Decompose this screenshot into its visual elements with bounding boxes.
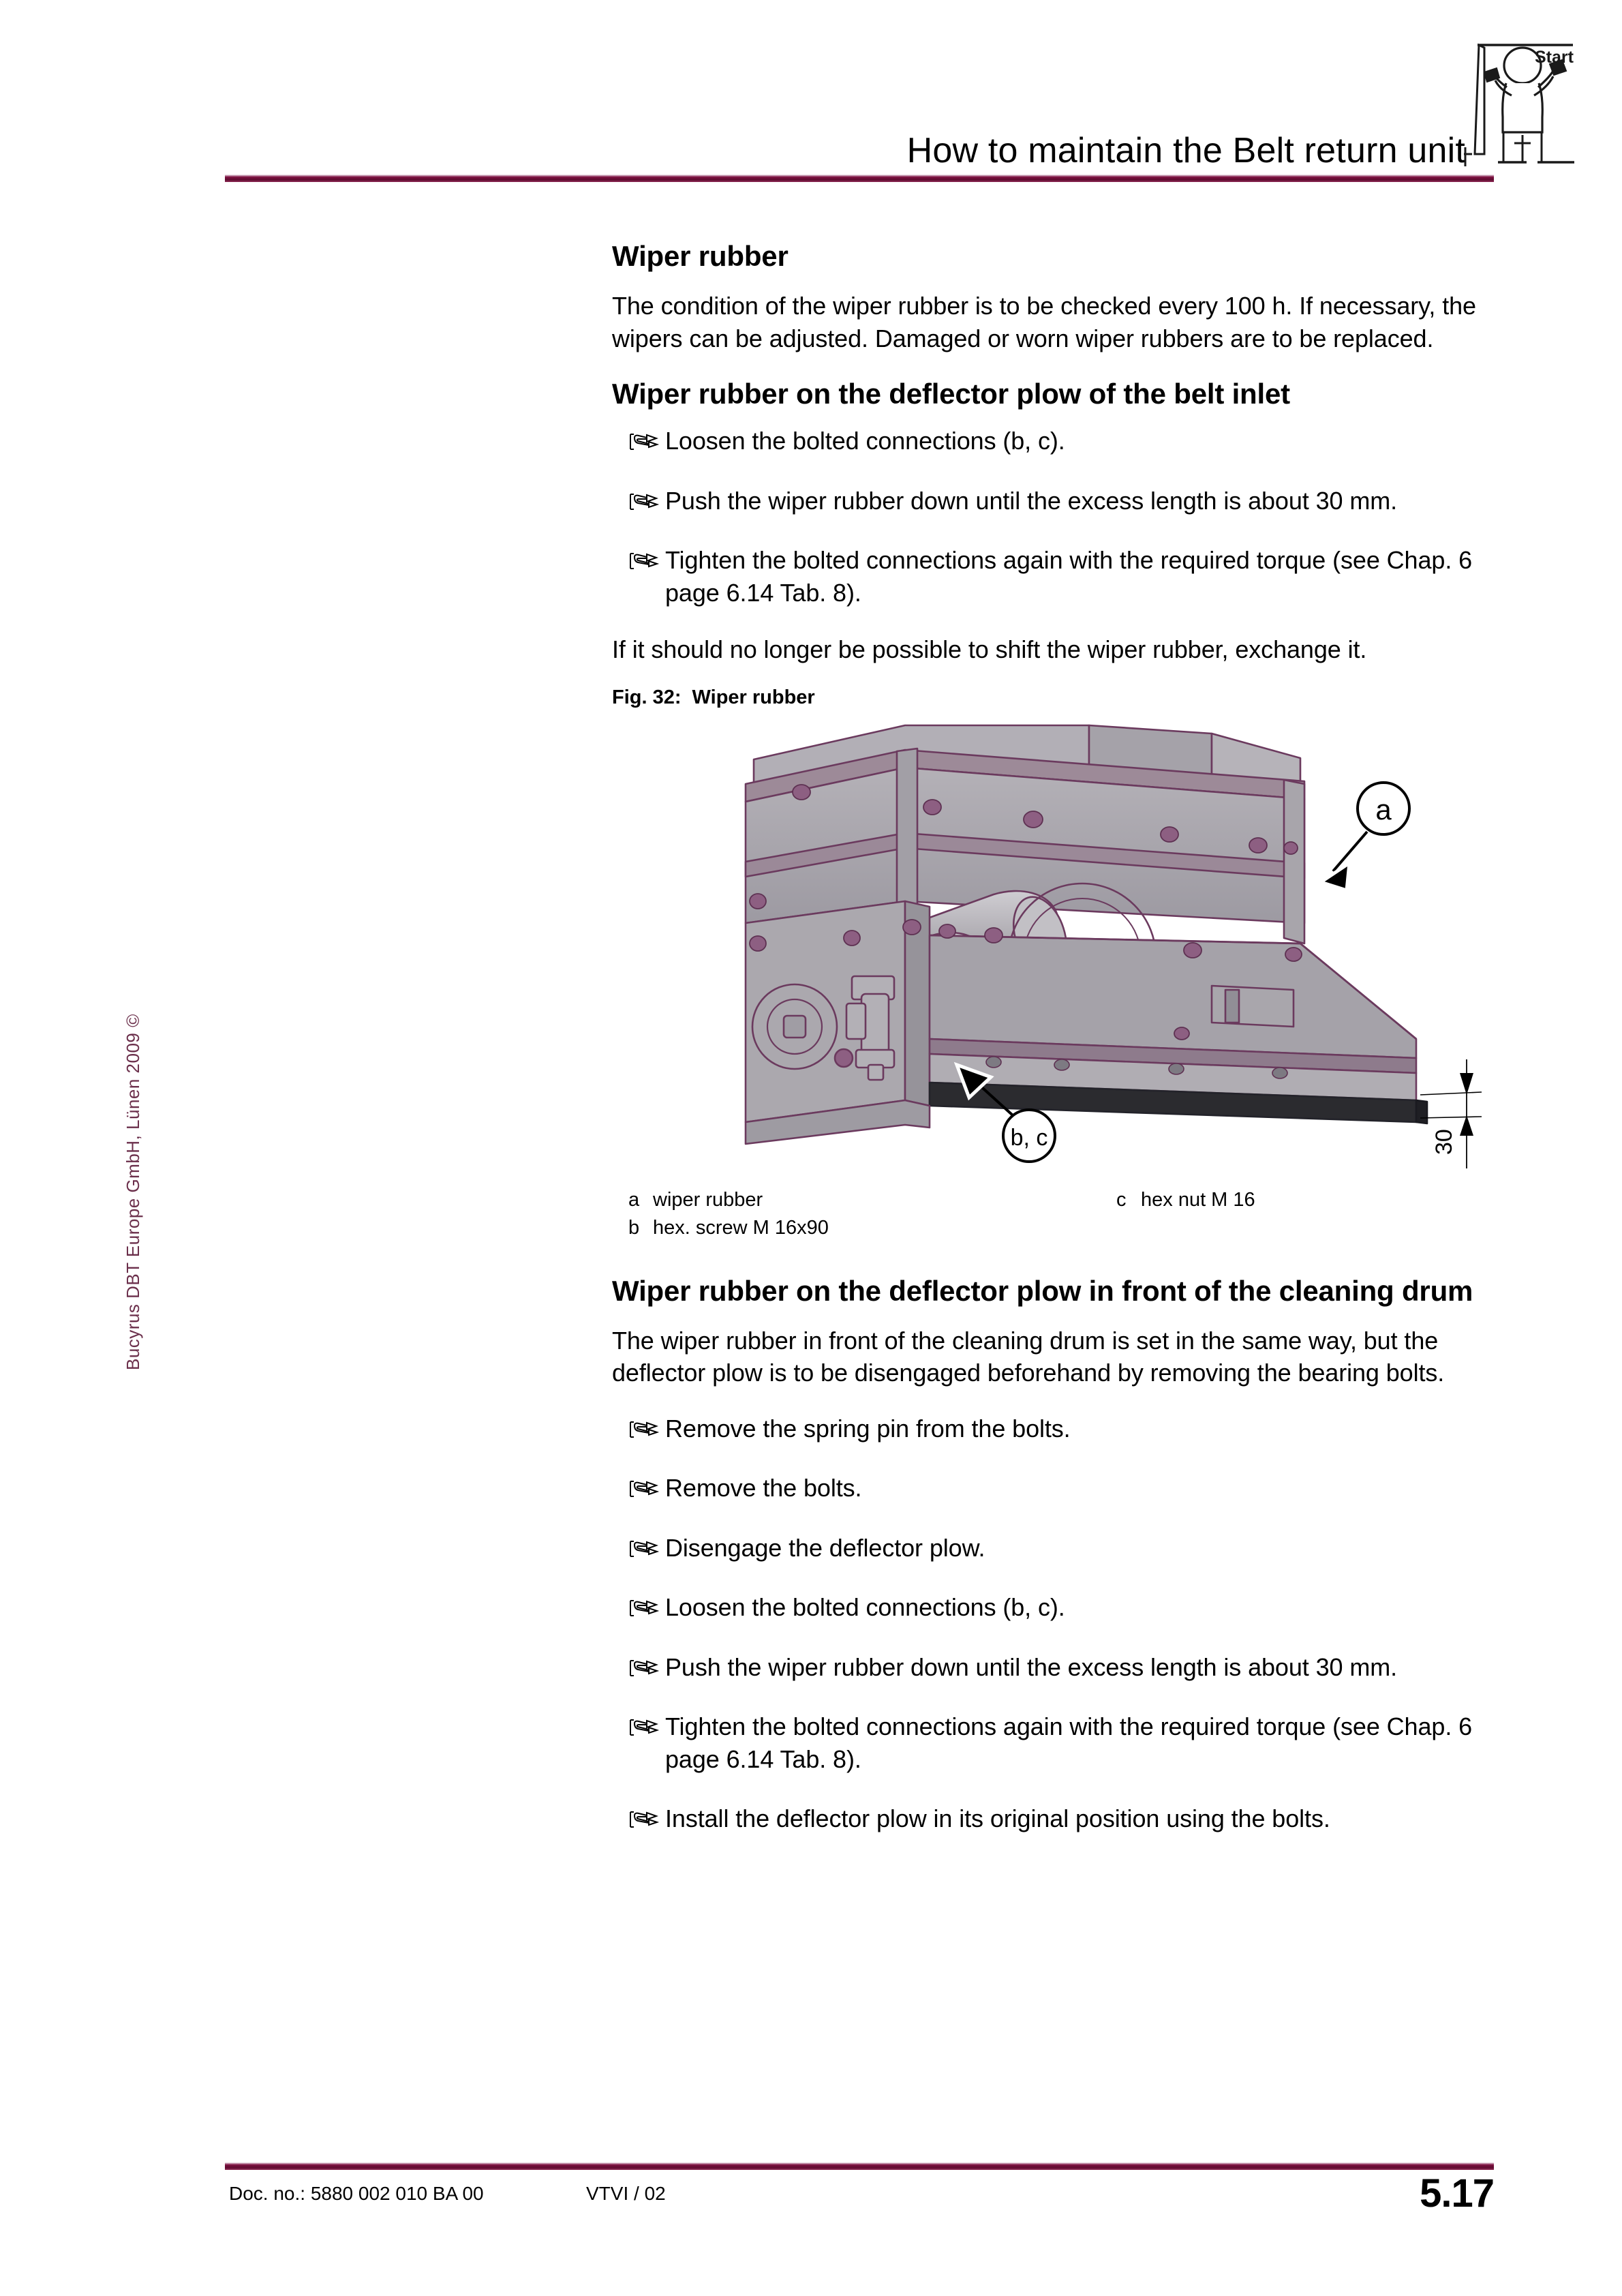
side-copyright: [123, 948, 184, 1370]
legend-text: hex nut M 16: [1141, 1188, 1255, 1211]
step-text: Push the wiper rubber down until the excess length is about 30 mm.: [665, 1652, 1397, 1681]
paragraph-exchange-note: If it should no longer be possible to shift the wiper rubber, exchange it.: [612, 635, 1367, 664]
figure-legend-right: [1116, 1186, 1457, 1214]
legend-text: hex. screw M 16x90: [653, 1216, 829, 1239]
pointing-hand-icon: [628, 430, 661, 453]
pointing-hand-icon: [628, 1808, 661, 1831]
side-copyright-text: Bucyrus DBT Europe GmbH, Lünen 2009 ©: [123, 1014, 143, 1370]
step-text: Tighten the bolted connections again with the required torque (see Chap. 6 page 6.14 Tab. 8).: [665, 1712, 1473, 1773]
main-content: [612, 240, 1498, 1847]
step-text: Remove the spring pin from the bolts.: [665, 1414, 1071, 1442]
step-text: Loosen the bolted connections (b, c).: [665, 1593, 1065, 1622]
step-text: Disengage the deflector plow.: [665, 1533, 985, 1562]
steps-belt-inlet: [612, 425, 1498, 609]
legend-text: wiper rubber: [653, 1188, 763, 1211]
heading-deflector-plow-cleaning-drum: Wiper rubber on the deflector plow in front of the cleaning drum: [612, 1274, 1473, 1307]
pointing-hand-icon: [628, 549, 661, 573]
figure-legend: [612, 1186, 1498, 1245]
step-item: [612, 1651, 1498, 1684]
legend-item: [628, 1186, 1065, 1214]
page-header: [225, 119, 1493, 181]
figure-dimension-label: 30: [1431, 1128, 1457, 1155]
paragraph-cleaning-drum-intro: The wiper rubber in front of the cleaning drum is set in the same way, but the deflector plow is to be disengaged beforehand by removing the bearing bolts.: [612, 1326, 1445, 1387]
pointing-hand-icon: [628, 1477, 661, 1500]
step-item: [612, 1710, 1498, 1775]
step-item: [612, 1472, 1498, 1505]
footer-rule: [225, 2162, 1494, 2170]
pointing-hand-icon: [628, 1418, 661, 1441]
pictogram-start-label: Start: [1535, 48, 1574, 67]
svg-text:b, c: b, c: [1010, 1124, 1048, 1151]
step-text: Remove the bolts.: [665, 1474, 862, 1502]
legend-item: [628, 1214, 1065, 1242]
operator-at-start-panel-pictogram: [1464, 33, 1580, 169]
page-title: How to maintain the Belt return unit: [906, 131, 1465, 170]
page-footer: [225, 2171, 1494, 2233]
legend-key: c: [1116, 1188, 1127, 1211]
figure-title: Wiper rubber: [692, 686, 815, 708]
pointing-hand-icon: [628, 1537, 661, 1560]
header-rule: [225, 175, 1494, 182]
step-item: [612, 544, 1498, 609]
step-item: [612, 1413, 1498, 1445]
step-item: [612, 425, 1498, 457]
figure-number: Fig. 32:: [612, 686, 682, 708]
pointing-hand-icon: [628, 490, 661, 513]
step-item: [612, 485, 1498, 517]
footer-page-number: 5.17: [1420, 2171, 1494, 2216]
figure-legend-left: [628, 1186, 1065, 1242]
step-text: Loosen the bolted connections (b, c).: [665, 427, 1065, 455]
legend-item: [1116, 1186, 1457, 1214]
heading-deflector-plow-belt-inlet: Wiper rubber on the deflector plow of the belt inlet: [612, 378, 1290, 410]
figure-caption: [612, 686, 1498, 709]
svg-text:a: a: [1375, 793, 1392, 826]
figure-callout-a: [1321, 783, 1409, 890]
step-text: Install the deflector plow in its original position using the bolts.: [665, 1804, 1330, 1833]
step-item: [612, 1532, 1498, 1565]
pointing-hand-icon: [628, 1597, 661, 1620]
pointing-hand-icon: [628, 1657, 661, 1680]
figure-wiper-rubber: [612, 719, 1498, 1182]
pointing-hand-icon: [628, 1716, 661, 1739]
step-item: [612, 1591, 1498, 1624]
footer-variant-code: VTVI / 02: [586, 2183, 666, 2204]
heading-wiper-rubber: Wiper rubber: [612, 240, 789, 272]
footer-document-number: Doc. no.: 5880 002 010 BA 00: [229, 2183, 484, 2204]
step-item: [612, 1802, 1498, 1835]
steps-cleaning-drum: [612, 1413, 1498, 1835]
step-text: Push the wiper rubber down until the excess length is about 30 mm.: [665, 486, 1397, 515]
paragraph-wiper-rubber-intro: The condition of the wiper rubber is to be checked every 100 h. If necessary, the wipers can be adjusted. Damaged or worn wiper rubbers are to be replaced.: [612, 292, 1476, 352]
step-text: Tighten the bolted connections again with the required torque (see Chap. 6 page 6.14 Tab. 8).: [665, 546, 1473, 607]
legend-key: a: [628, 1188, 640, 1211]
legend-key: b: [628, 1216, 640, 1239]
